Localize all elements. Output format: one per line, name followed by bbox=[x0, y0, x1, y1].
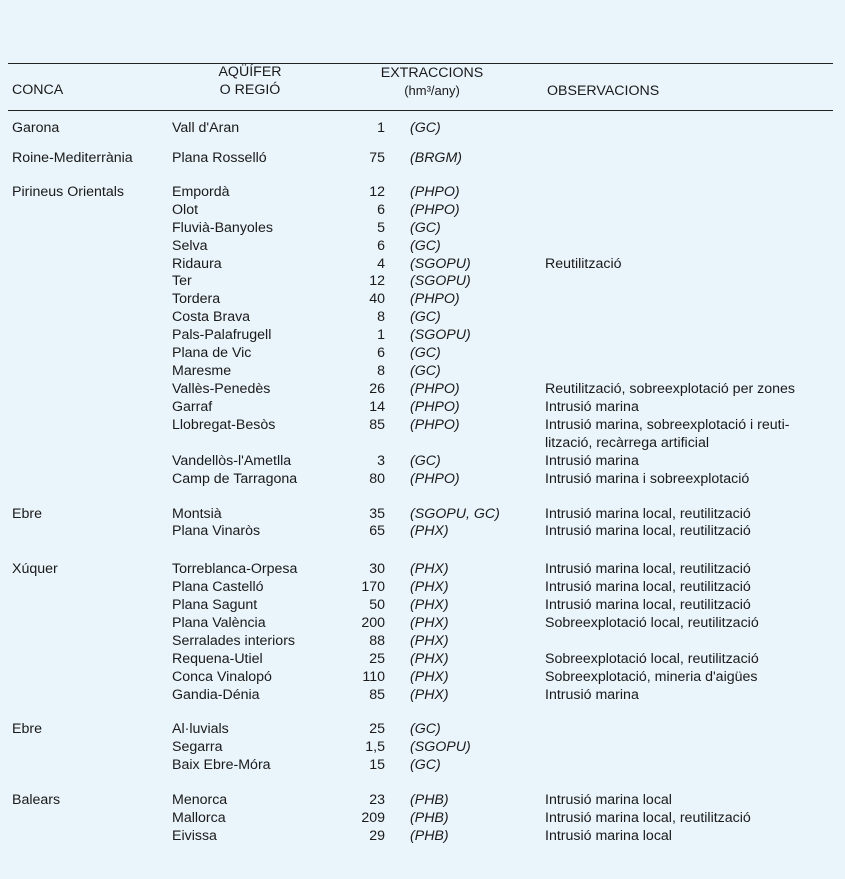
cell-observacions: Intrusió marina local, reutilització bbox=[545, 561, 751, 577]
cell-source: (PHB) bbox=[410, 810, 449, 826]
cell-extraccions: 65 bbox=[369, 523, 385, 539]
cell-aquifer: Baix Ebre-Móra bbox=[172, 757, 271, 773]
cell-aquifer: Vandellòs-l'Ametlla bbox=[172, 453, 292, 469]
cell-extraccions: 6 bbox=[377, 345, 385, 361]
cell-aquifer: Plana València bbox=[172, 615, 266, 631]
cell-source: (PHPO) bbox=[410, 184, 460, 200]
cell-source: (PHX) bbox=[410, 669, 449, 685]
cell-observacions: Intrusió marina local, reutilització bbox=[545, 579, 751, 595]
cell-aquifer: Camp de Tarragona bbox=[172, 471, 298, 487]
cell-aquifer: Mallorca bbox=[172, 810, 226, 826]
table-row bbox=[0, 470, 845, 488]
cell-source: (GC) bbox=[410, 238, 441, 254]
table-row bbox=[0, 632, 845, 650]
table-row bbox=[0, 434, 845, 452]
table-row bbox=[0, 219, 845, 237]
cell-extraccions: 50 bbox=[369, 597, 385, 613]
cell-source: (PHX) bbox=[410, 597, 449, 613]
cell-source: (GC) bbox=[410, 363, 441, 379]
table-row bbox=[0, 560, 845, 578]
cell-extraccions: 200 bbox=[361, 615, 385, 631]
table-row bbox=[0, 290, 845, 308]
cell-extraccions: 85 bbox=[369, 417, 385, 433]
cell-extraccions: 25 bbox=[369, 651, 385, 667]
table-row bbox=[0, 505, 845, 523]
cell-extraccions: 4 bbox=[377, 256, 385, 272]
cell-extraccions: 170 bbox=[361, 579, 385, 595]
cell-aquifer: Llobregat-Besòs bbox=[172, 417, 276, 433]
cell-source: (SGOPU, GC) bbox=[410, 506, 500, 522]
cell-aquifer: Conca Vinalopó bbox=[172, 669, 272, 685]
cell-observacions: lització, recàrrega artificial bbox=[545, 435, 710, 451]
cell-observacions: Intrusió marina bbox=[545, 399, 639, 415]
cell-source: (GC) bbox=[410, 757, 441, 773]
cell-source: (PHPO) bbox=[410, 417, 460, 433]
cell-source: (SGOPU) bbox=[410, 273, 471, 289]
cell-aquifer: Plana de Vic bbox=[172, 345, 252, 361]
table-row bbox=[0, 362, 845, 380]
cell-observacions: Sobreexplotació local, reutilització bbox=[545, 615, 759, 631]
cell-source: (BRGM) bbox=[410, 150, 463, 166]
table-row bbox=[0, 452, 845, 470]
header-aquifer bbox=[190, 63, 310, 99]
cell-source: (SGOPU) bbox=[410, 739, 471, 755]
cell-source: (GC) bbox=[410, 345, 441, 361]
cell-aquifer: Menorca bbox=[172, 792, 228, 808]
table-row bbox=[0, 416, 845, 434]
cell-source: (GC) bbox=[410, 309, 441, 325]
table-row bbox=[0, 201, 845, 219]
cell-extraccions: 80 bbox=[369, 471, 385, 487]
table-row bbox=[0, 827, 845, 845]
table-row bbox=[0, 756, 845, 774]
header-conca: CONCA bbox=[12, 82, 64, 98]
cell-observacions: Intrusió marina local bbox=[545, 792, 672, 808]
cell-aquifer: Eivissa bbox=[172, 828, 217, 844]
cell-extraccions: 6 bbox=[377, 238, 385, 254]
header-bottom-rule bbox=[8, 110, 833, 111]
table-row bbox=[0, 650, 845, 668]
table-row bbox=[0, 738, 845, 756]
cell-aquifer: Al·luvials bbox=[172, 721, 229, 737]
header-aquifer-line1: AQÜÍFER bbox=[218, 64, 282, 80]
cell-aquifer: Torreblanca-Orpesa bbox=[172, 561, 298, 577]
header-aquifer-line2: O REGIÓ bbox=[219, 82, 281, 98]
cell-extraccions: 15 bbox=[369, 757, 385, 773]
cell-source: (PHX) bbox=[410, 579, 449, 595]
cell-observacions: Intrusió marina local, reutilització bbox=[545, 810, 751, 826]
table-row bbox=[0, 149, 845, 167]
cell-extraccions: 8 bbox=[377, 309, 385, 325]
cell-aquifer: Ridaura bbox=[172, 256, 222, 272]
cell-extraccions: 85 bbox=[369, 687, 385, 703]
cell-aquifer: Selva bbox=[172, 238, 208, 254]
cell-aquifer: Ter bbox=[172, 273, 192, 289]
cell-aquifer: Plana Vinaròs bbox=[172, 523, 261, 539]
cell-aquifer: Vallès-Penedès bbox=[172, 381, 271, 397]
cell-observacions: Intrusió marina bbox=[545, 687, 639, 703]
cell-extraccions: 75 bbox=[369, 150, 385, 166]
cell-extraccions: 209 bbox=[361, 810, 385, 826]
cell-aquifer: Plana Sagunt bbox=[172, 597, 258, 613]
table-row bbox=[0, 596, 845, 614]
cell-observacions: Intrusió marina local, reutilització bbox=[545, 506, 751, 522]
cell-observacions: Intrusió marina local bbox=[545, 828, 672, 844]
cell-aquifer: Costa Brava bbox=[172, 309, 251, 325]
cell-source: (PHB) bbox=[410, 828, 449, 844]
cell-conca: Balears bbox=[12, 792, 61, 808]
cell-observacions: Intrusió marina i sobreexplotació bbox=[545, 471, 750, 487]
cell-extraccions: 29 bbox=[369, 828, 385, 844]
cell-aquifer: Plana Rosselló bbox=[172, 150, 267, 166]
table-row bbox=[0, 344, 845, 362]
table-row bbox=[0, 272, 845, 290]
cell-source: (PHPO) bbox=[410, 291, 460, 307]
cell-observacions: Sobreexplotació, mineria d'aigües bbox=[545, 669, 758, 685]
cell-conca: Garona bbox=[12, 120, 60, 136]
table-row bbox=[0, 791, 845, 809]
cell-source: (PHX) bbox=[410, 633, 449, 649]
table-row bbox=[0, 183, 845, 201]
table-row bbox=[0, 614, 845, 632]
cell-source: (GC) bbox=[410, 220, 441, 236]
header-extraccions bbox=[362, 64, 502, 100]
cell-source: (PHX) bbox=[410, 651, 449, 667]
table-row bbox=[0, 237, 845, 255]
cell-extraccions: 88 bbox=[369, 633, 385, 649]
cell-extraccions: 3 bbox=[377, 453, 385, 469]
table-row bbox=[0, 668, 845, 686]
cell-observacions: Reutilització, sobreexplotació per zones bbox=[545, 381, 795, 397]
table-row bbox=[0, 255, 845, 273]
cell-source: (PHPO) bbox=[410, 202, 460, 218]
cell-extraccions: 1,5 bbox=[365, 739, 385, 755]
table-row bbox=[0, 578, 845, 596]
cell-source: (PHPO) bbox=[410, 381, 460, 397]
cell-aquifer: Serralades interiors bbox=[172, 633, 296, 649]
cell-aquifer: Montsià bbox=[172, 506, 222, 522]
cell-aquifer: Pals-Palafrugell bbox=[172, 327, 272, 343]
cell-source: (PHX) bbox=[410, 615, 449, 631]
cell-extraccions: 14 bbox=[369, 399, 385, 415]
cell-aquifer: Plana Castelló bbox=[172, 579, 264, 595]
cell-source: (PHX) bbox=[410, 561, 449, 577]
cell-aquifer: Fluvià-Banyoles bbox=[172, 220, 273, 236]
cell-extraccions: 8 bbox=[377, 363, 385, 379]
cell-aquifer: Segarra bbox=[172, 739, 223, 755]
cell-source: (SGOPU) bbox=[410, 327, 471, 343]
cell-aquifer: Olot bbox=[172, 202, 199, 218]
cell-conca: Pirineus Orientals bbox=[12, 184, 124, 200]
cell-aquifer: Tordera bbox=[172, 291, 221, 307]
cell-aquifer: Maresme bbox=[172, 363, 232, 379]
cell-extraccions: 5 bbox=[377, 220, 385, 236]
table-row bbox=[0, 380, 845, 398]
cell-observacions: Intrusió marina, sobreexplotació i reuti- bbox=[545, 417, 790, 433]
cell-source: (PHB) bbox=[410, 792, 449, 808]
cell-extraccions: 40 bbox=[369, 291, 385, 307]
cell-extraccions: 35 bbox=[369, 506, 385, 522]
cell-conca: Roine-Mediterrània bbox=[12, 150, 133, 166]
header-extraccions-line1: EXTRACCIONS bbox=[380, 65, 484, 81]
cell-extraccions: 110 bbox=[362, 669, 385, 685]
cell-observacions: Intrusió marina local, reutilització bbox=[545, 597, 751, 613]
cell-source: (GC) bbox=[410, 721, 441, 737]
cell-source: (PHPO) bbox=[410, 399, 460, 415]
cell-conca: Ebre bbox=[12, 721, 42, 737]
cell-source: (GC) bbox=[410, 453, 441, 469]
cell-aquifer: Empordà bbox=[172, 184, 230, 200]
cell-extraccions: 1 bbox=[377, 327, 385, 343]
cell-conca: Ebre bbox=[12, 506, 42, 522]
cell-observacions: Reutilització bbox=[545, 256, 622, 272]
cell-source: (PHX) bbox=[410, 523, 449, 539]
cell-source: (PHX) bbox=[410, 687, 449, 703]
cell-source: (PHPO) bbox=[410, 471, 460, 487]
cell-extraccions: 25 bbox=[369, 721, 385, 737]
cell-extraccions: 12 bbox=[369, 184, 385, 200]
table-row bbox=[0, 522, 845, 540]
table-row bbox=[0, 686, 845, 704]
cell-aquifer: Vall d'Aran bbox=[172, 120, 240, 136]
cell-extraccions: 23 bbox=[369, 792, 385, 808]
table-row bbox=[0, 398, 845, 416]
cell-extraccions: 30 bbox=[369, 561, 385, 577]
cell-extraccions: 6 bbox=[377, 202, 385, 218]
cell-aquifer: Garraf bbox=[172, 399, 213, 415]
header-observacions: OBSERVACIONS bbox=[547, 83, 660, 99]
cell-extraccions: 1 bbox=[377, 120, 385, 136]
cell-observacions: Intrusió marina bbox=[545, 453, 639, 469]
cell-conca: Xúquer bbox=[12, 561, 58, 577]
cell-extraccions: 26 bbox=[369, 381, 385, 397]
table-row bbox=[0, 720, 845, 738]
cell-source: (SGOPU) bbox=[410, 256, 471, 272]
table-row bbox=[0, 119, 845, 137]
header-extraccions-line2: (hm³/any) bbox=[404, 83, 460, 98]
cell-aquifer: Requena-Utiel bbox=[172, 651, 263, 667]
cell-extraccions: 12 bbox=[369, 273, 385, 289]
cell-observacions: Intrusió marina local, reutilització bbox=[545, 523, 751, 539]
table-row bbox=[0, 809, 845, 827]
table-row bbox=[0, 308, 845, 326]
cell-aquifer: Gandia-Dénia bbox=[172, 687, 260, 703]
table-row bbox=[0, 326, 845, 344]
cell-source: (GC) bbox=[410, 120, 441, 136]
cell-observacions: Sobreexplotació local, reutilització bbox=[545, 651, 759, 667]
